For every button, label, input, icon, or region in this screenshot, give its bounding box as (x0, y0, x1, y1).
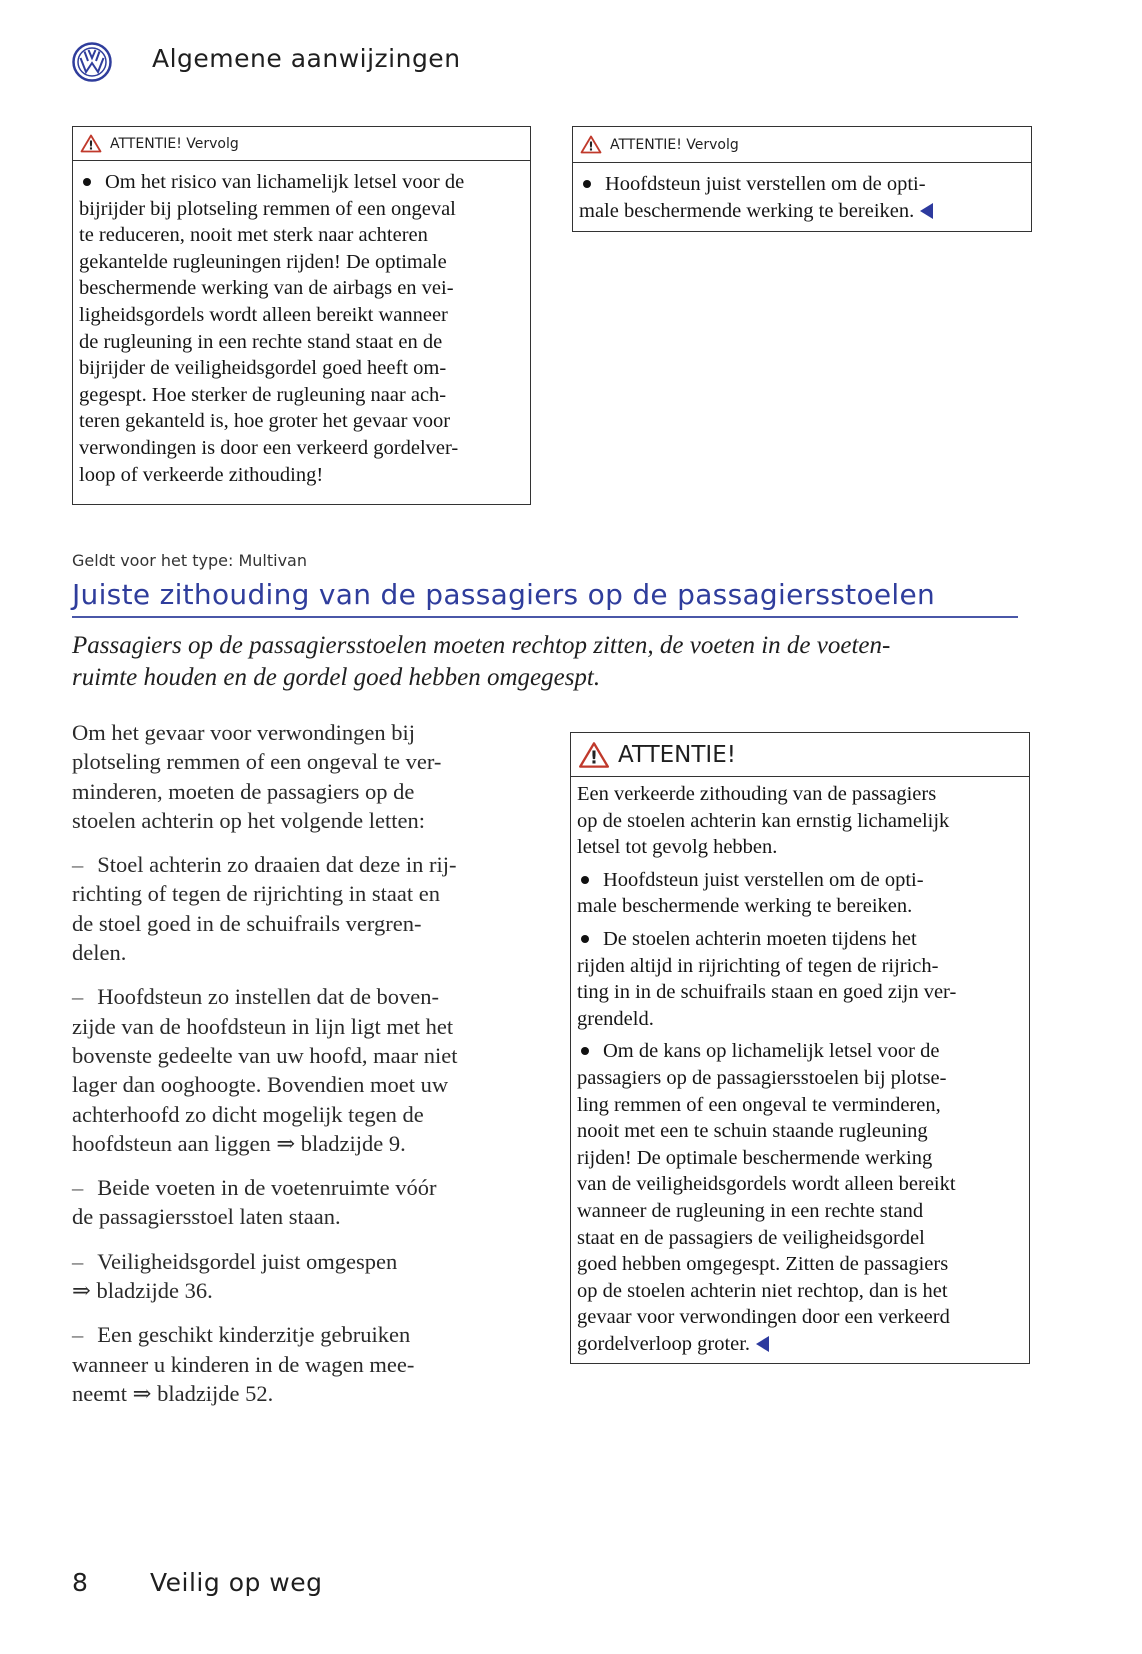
warning-bullet: De stoelen achterin moeten tijdens het rijden altijd in rijrichting of tegen de rijrich- ting in in de schuifrails staan en goed zijn ver- grendeld. (577, 927, 957, 1030)
warning-line: teren gekanteld is, hoe groter het gevaar voor (79, 410, 451, 433)
warning-bullet: Hoofdsteun juist verstellen om de opti- male beschermende werking te bereiken. (577, 868, 924, 918)
svg-text:!: ! (590, 748, 598, 769)
end-arrow-icon (920, 203, 933, 219)
warning-line: Hoofdsteun juist verstellen om de opti- (579, 171, 1025, 198)
instructions-intro: Om het gevaar voor verwondingen bij plotseling remmen of een ongeval te ver- minderen, moeten de passagiers op de stoelen achterin op het volgende letten: (72, 720, 442, 833)
warning-line: male beschermende werking te bereiken. (579, 198, 1025, 225)
warning-box-continued-left (72, 126, 531, 505)
svg-text:!: ! (88, 138, 94, 153)
warning-line: loop of verkeerde zithouding! (79, 463, 324, 486)
warning-text (573, 163, 1031, 224)
warning-line: Een verkeerde zithouding van de passagiers (577, 783, 937, 805)
page-reference-link[interactable]: hoofdsteun aan liggen ⇒ bladzijde 9. (72, 1130, 406, 1156)
section-divider (72, 616, 1018, 618)
end-arrow-icon (756, 1336, 769, 1352)
warning-box-main (570, 732, 1030, 1364)
section-intro: Passagiers op de passagiersstoelen moeten rechtop zitten, de voeten in de voeten- ruimte houden en de gordel goed hebben omgegespt. (72, 632, 891, 691)
warning-line: bijrijder de veiligheidsgordel goed heeft om- (79, 357, 447, 380)
section-title: Juiste zithouding van de passagiers op de passagiersstoelen (72, 578, 936, 611)
instruction-item: – Hoofdsteun zo instellen dat de boven- zijde van de hoofdsteun in lijn ligt met het bovenste gedeelte van uw hoofd, maar niet lager dan ooghoogte. Bovendien moet uw achterhoofd zo dicht mogelijk tegen de hoofdsteun aan liggen ⇒ bladzijde 9. (72, 984, 458, 1156)
warning-heading-label: ATTENTIE! (618, 741, 736, 768)
warning-text (571, 777, 1029, 1357)
page-reference-link[interactable]: neemt ⇒ bladzijde 52. (72, 1380, 274, 1406)
warning-line: verwondingen is door een verkeerd gordelver- (79, 436, 459, 459)
warning-header (573, 127, 1031, 163)
instruction-item: – Stoel achterin zo draaien dat deze in rij- richting of tegen de rijrichting in staat en de stoel goed in de schuifrails vergren- delen. (72, 852, 457, 966)
warning-heading-label: ATTENTIE! Vervolg (110, 135, 239, 152)
bullet-icon (583, 180, 591, 188)
warning-line: te reduceren, nooit met sterk naar achteren (79, 224, 428, 247)
instruction-item: – Beide voeten in de voetenruimte vóór de passagiersstoel laten staan. (72, 1175, 437, 1230)
warning-line: gegespt. Hoe sterker de rugleuning naar ach- (79, 383, 447, 406)
warning-triangle-icon (80, 134, 102, 153)
warning-line: Om het risico van lichamelijk letsel voor de (79, 169, 524, 196)
footer-chapter-title: Veilig op weg (150, 1568, 323, 1597)
warning-line: beschermende werking van de airbags en vei- (79, 277, 454, 300)
svg-text:!: ! (588, 139, 594, 154)
warning-triangle-icon (578, 741, 610, 769)
warning-header (571, 733, 1029, 777)
warning-line: gekantelde rugleuningen rijden! De optimale (79, 250, 447, 273)
warning-bullet: Om de kans op lichamelijk letsel voor de passagiers op de passagiersstoelen bij plotse- ling remmen of een ongeval te verminderen, nooit met een te schuin staande rugleuning rijden! De optimale beschermende werking van de veiligheidsgordels wordt alleen bereikt wanneer de rugleuning in een rechte stand staat en de passagiers de veiligheidsgordel goed hebben omgegespt. Zitten de passagiers op de stoelen achterin niet rechtop, dan is het gevaar voor verwondingen door een verkeerd gordelverloop groter. (577, 1040, 956, 1355)
warning-line: de rugleuning in een rechte stand staat en de (79, 330, 443, 353)
warning-line: ligheidsgordels wordt alleen bereikt wanneer (79, 303, 448, 326)
warning-line: letsel tot gevolg hebben. (577, 836, 778, 859)
bullet-icon (581, 1047, 589, 1055)
instruction-item: – Veiligheidsgordel juist omgespen ⇒ bladzijde 36. (72, 1248, 398, 1304)
warning-line: bijrijder bij plotseling remmen of een ongeval (79, 197, 456, 220)
instruction-item: – Een geschikt kinderzitje gebruiken wanneer u kinderen in de wagen mee- neemt ⇒ bladzijde 52. (72, 1322, 415, 1406)
page-header-title: Algemene aanwijzingen (152, 44, 461, 73)
instructions-column (72, 718, 542, 1423)
warning-header (73, 127, 530, 161)
bullet-icon (581, 935, 589, 943)
warning-triangle-icon (580, 135, 602, 154)
page-number: 8 (72, 1568, 88, 1597)
warning-line: op de stoelen achterin kan ernstig lichamelijk (577, 809, 950, 832)
vw-logo-icon (72, 42, 112, 82)
applies-to-label: Geldt voor het type: Multivan (72, 551, 307, 570)
bullet-icon (581, 876, 589, 884)
page-reference-link[interactable]: ⇒ bladzijde 36. (72, 1278, 213, 1304)
bullet-icon (83, 178, 91, 186)
warning-box-continued-right (572, 126, 1032, 232)
warning-heading-label: ATTENTIE! Vervolg (610, 136, 739, 153)
warning-text (73, 161, 530, 488)
